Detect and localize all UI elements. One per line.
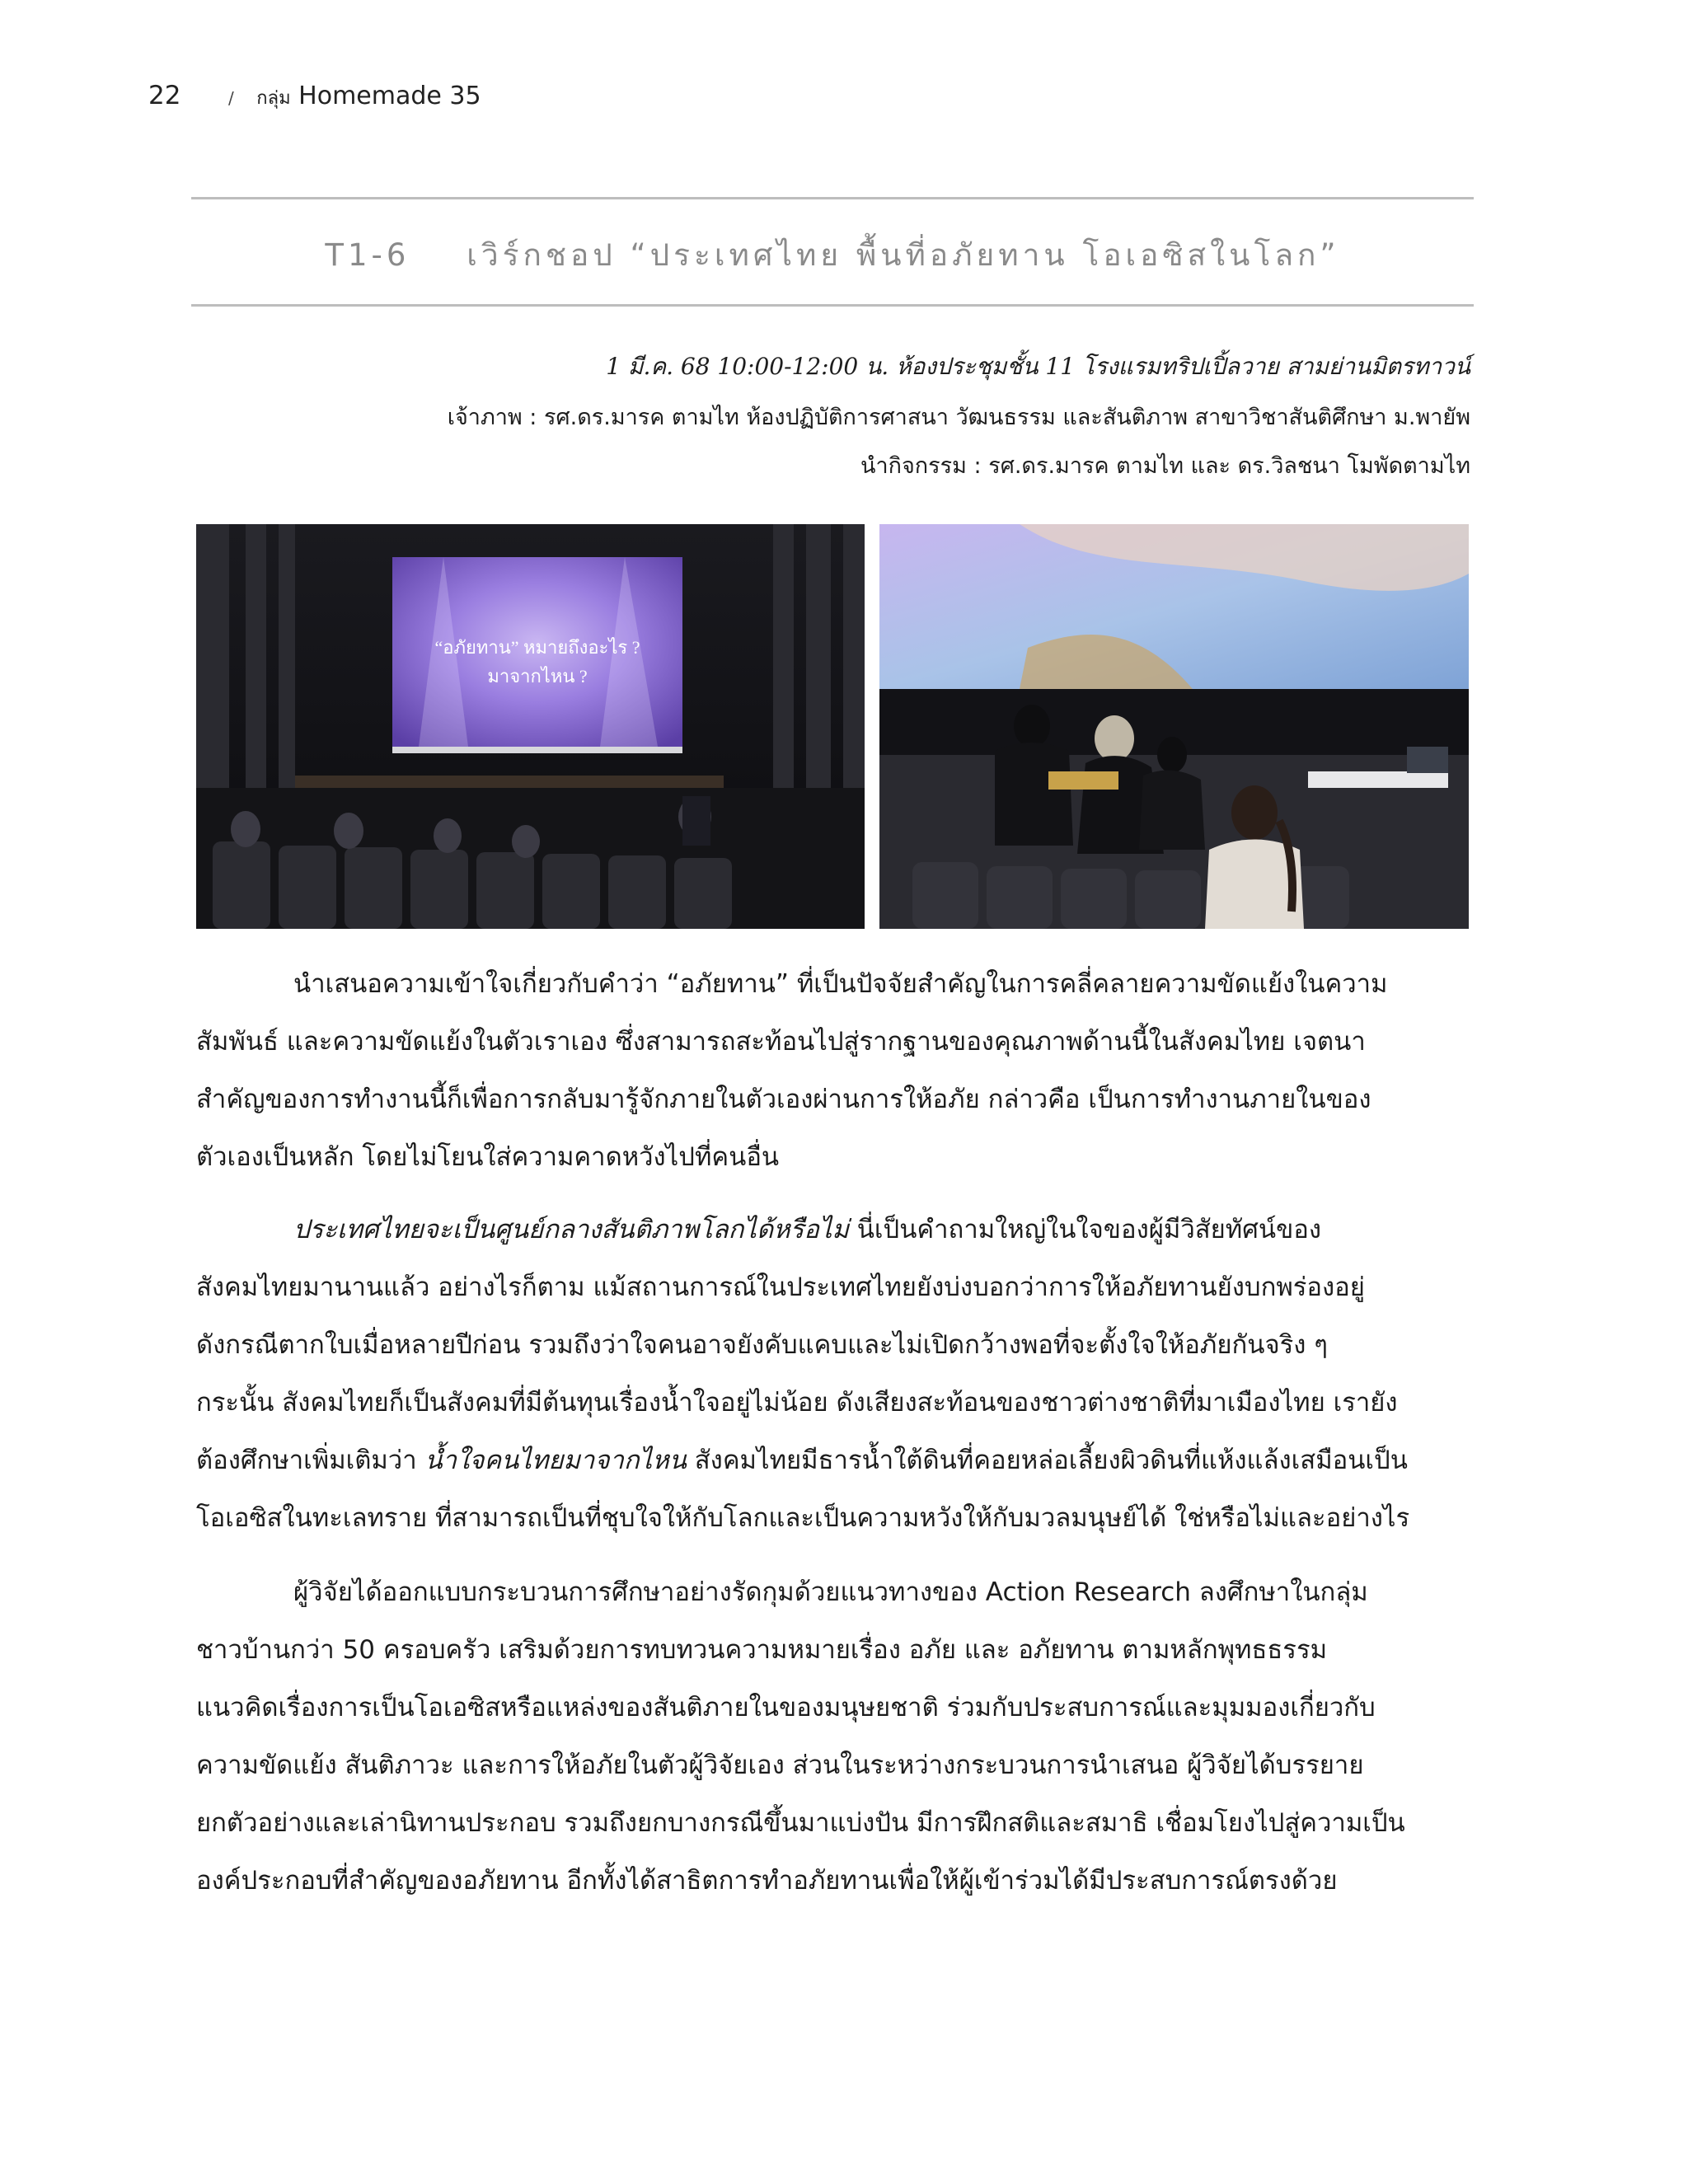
paragraph-3-line: ความขัดแย้ง สันติภาวะ และการให้อภัยในตัวผู้วิจัยเอง ส่วนในระหว่างกระบวนการนำเสนอ ผู้วิจัยได้บรรยาย [196,1750,1364,1780]
paragraph-2-line: ดังกรณีตากใบเมื่อหลายปีก่อน รวมถึงว่าใจคนอาจยังคับแคบและไม่เปิดกว้างพอที่จะตั้งใจให้อภัยกันจริง ๆ [196,1330,1328,1360]
paragraph-1-line: สำคัญของการทำงานนี้ก็เพื่อการกลับมารู้จักภายในตัวเองผ่านการให้อภัย กล่าวคือ เป็นการทำงานภายในของ [196,1085,1372,1114]
event-datetime-place: 1 มี.ค. 68 10:00-12:00 น. ห้องประชุมชั้น 11 โรงแรมทริปเปิ้ลวาย สามย่านมิตรทาวน์ [606,353,1470,380]
paragraph-2-line: สังคมไทยมานานแล้ว อย่างไรก็ตาม แม้สถานการณ์ในประเทศไทยยังบ่งบอกว่าการให้อภัยทานยังบกพร่องอยู่ [196,1272,1365,1302]
paragraph-2-line: กระนั้น สังคมไทยก็เป็นสังคมที่มีต้นทุนเรื่องน้ำใจอยู่ไม่น้อย ดังเสียงสะท้อนของชาวต่างชาติที่มาเมืองไทย เรายัง [196,1388,1398,1418]
event-facilitators: นำกิจกรรม : รศ.ดร.มารค ตามไท และ ดร.วิลชนา โมพัดตามไท [860,453,1470,479]
paragraph-3-line: ยกตัวอย่างและเล่านิทานประกอบ รวมถึงยกบางกรณีขึ้นมาแบ่งปัน มีการฝึกสติและสมาธิ เชื่อมโยงไปสู่ความเป็น [196,1808,1405,1838]
group-prefix: กลุ่ม [256,88,291,109]
paragraph-2-line5-pre: ต้องศึกษาเพิ่มเติมว่า [196,1446,425,1475]
paragraph-3-line: ชาวบ้านกว่า 50 ครอบครัว เสริมด้วยการทบทวนความหมายเรื่อง อภัย และ อภัยทาน ตามหลักพุทธธรรม [196,1635,1328,1665]
section-code: T1-6 [325,237,410,273]
event-host: เจ้าภาพ : รศ.ดร.มารค ตามไท ห้องปฏิบัติการศาสนา วัฒนธรรม และสันติภาพ สาขาวิชาสันติศึกษา ม.พายัพ [447,405,1470,430]
running-header [148,81,481,112]
slide-text-line1: “อภัยทาน” หมายถึงอะไร ? [434,637,640,658]
paragraph-3-line: องค์ประกอบที่สำคัญของอภัยทาน อีกทั้งได้สาธิตการทำอภัยทานเพื่อให้ผู้เข้าร่วมได้มีประสบการณ์ตรงด้วย [196,1866,1338,1896]
paragraph-2-line5-italic: น้ำใจคนไทยมาจากไหน [424,1446,687,1475]
section-title-text: เวิร์กชอป “ประเทศไทย พื้นที่อภัยทาน โอเอซิสในโลก” [467,237,1340,273]
title-rule-bottom [191,304,1474,307]
paragraph-2-line: โอเอซิสในทะเลทราย ที่สามารถเป็นที่ชุบใจให้กับโลกและเป็นความหวังให้กับมวลมนุษย์ได้ ใช่หรือไม่และอย่างไร [196,1503,1410,1533]
paragraph-3-line: แนวคิดเรื่องการเป็นโอเอซิสหรือแหล่งของสันติภายในของมนุษยชาติ ร่วมกับประสบการณ์และมุมมองเกี่ยวกับ [196,1693,1376,1722]
paragraph-2-lead-rest: นี่เป็นคำถามใหญ่ในใจของผู้มีวิสัยทัศน์ของ [848,1215,1322,1244]
slide-text-line2: มาจากไหน ? [487,666,588,687]
header-separator: / [228,88,234,108]
paragraph-2-question: ประเทศไทยจะเป็นศูนย์กลางสันติภาพโลกได้หรือไม่ [293,1215,849,1244]
paragraph-1-line: นำเสนอความเข้าใจเกี่ยวกับคำว่า “อภัยทาน” ที่เป็นปัจจัยสำคัญในการคลี่คลายความขัดแย้งในความ [293,969,1388,999]
photo-presentation-screen [196,524,865,929]
paragraph-2-line-5 [196,1439,1408,1480]
paragraph-3-line: ผู้วิจัยได้ออกแบบกระบวนการศึกษาอย่างรัดกุมด้วยแนวทางของ Action Research ลงศึกษาในกลุ่ม [293,1577,1368,1607]
paragraph-2-line5-post: สังคมไทยมีธารน้ำใต้ดินที่คอยหล่อเลี้ยงผิวดินที่แห้งแล้งเสมือนเป็น [686,1446,1408,1475]
paragraph-2-lead [293,1208,1321,1249]
paragraph-1-line: สัมพันธ์ และความขัดแย้งในตัวเราเอง ซึ่งสามารถสะท้อนไปสู่รากฐานของคุณภาพด้านนี้ในสังคมไทย เจตนา [196,1027,1366,1057]
title-rule-top [191,197,1474,199]
section-title [191,231,1474,279]
paragraph-1-line: ตัวเองเป็นหลัก โดยไม่โยนใส่ความคาดหวังไปที่คนอื่น [196,1142,780,1172]
photo-workshop-demonstration [879,524,1469,929]
page-number: 22 [148,81,181,110]
group-name: Homemade 35 [298,82,481,110]
